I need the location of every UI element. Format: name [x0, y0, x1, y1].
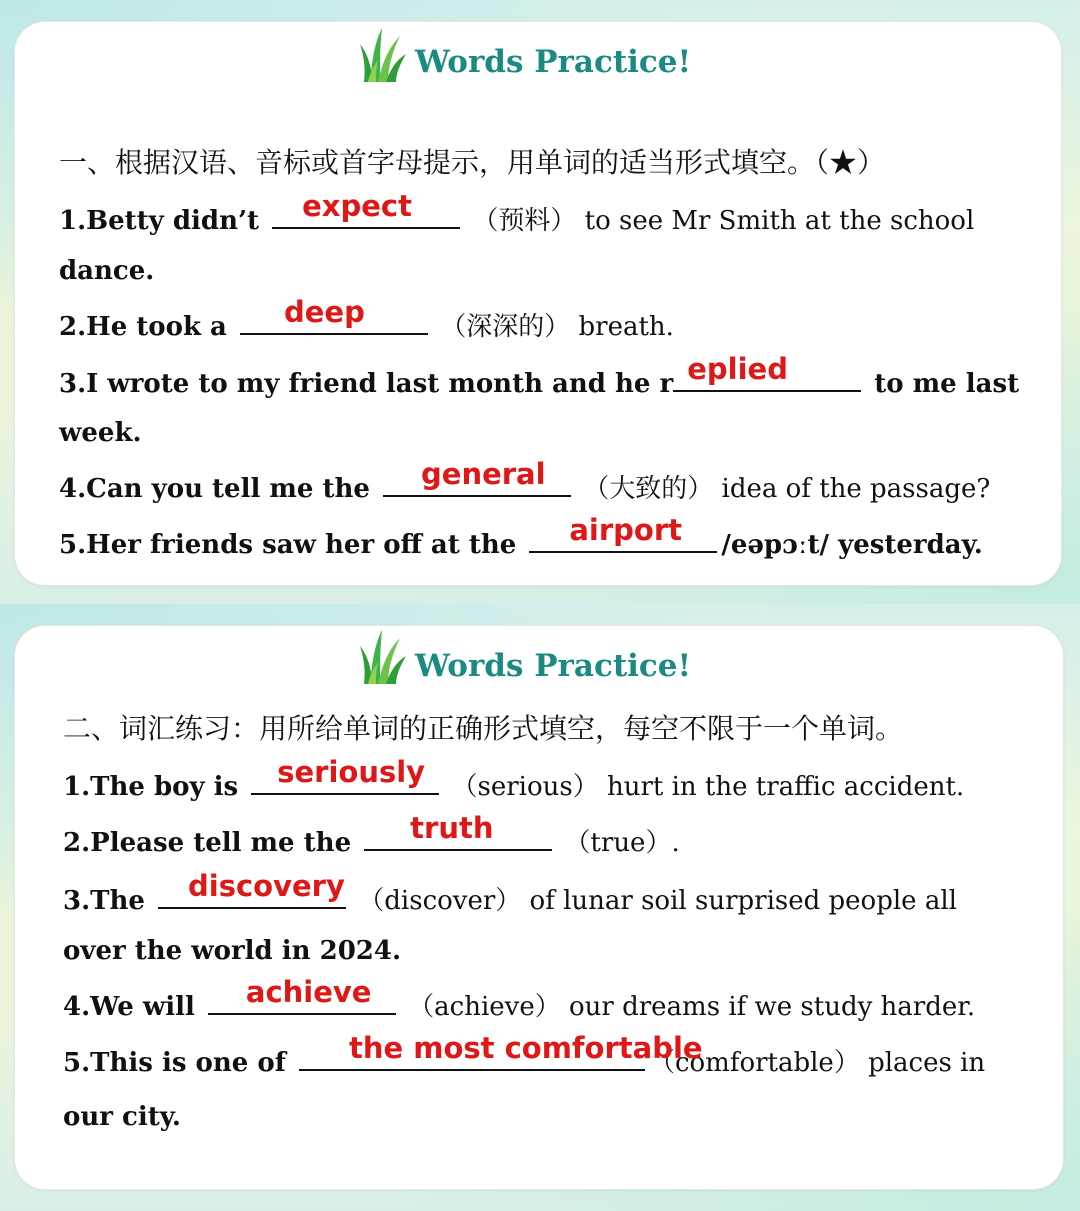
instruction: 一、根据汉语、音标或首字母提示，用单词的适当形式填空。（★） [59, 146, 886, 179]
answer-text: seriously [277, 755, 426, 789]
grass-icon [360, 628, 406, 684]
question-5: 5.This is one of the most comfortable （comfortable） places in [63, 1031, 986, 1078]
slide-2 [0, 604, 1080, 1211]
answer-blank [272, 189, 460, 229]
answer-blank [158, 869, 346, 909]
grass-icon [360, 26, 406, 82]
answer-blank [673, 352, 861, 392]
answer-text: eplied [687, 352, 788, 386]
answer-text: airport [569, 513, 683, 547]
answer-blank [251, 755, 439, 795]
question-2: 2.He took a deep （深深的） breath. [59, 295, 674, 342]
question-5: 5.Her friends saw her off at the airport /eəpɔːt/ yesterday. [59, 513, 983, 560]
question-3: 3.I wrote to my friend last month and he r eplied to me last [59, 352, 1020, 399]
question-2: 2.Please tell me the truth （true）. [63, 811, 680, 858]
slide-card [15, 626, 1063, 1189]
answer-blank [240, 295, 428, 335]
answer-text: the most comfortable [348, 1031, 703, 1065]
question-1: 1.The boy is seriously （serious） hurt in the traffic accident. [63, 755, 965, 802]
slide-title: Words Practice! [415, 44, 692, 80]
question-1: 1.Betty didn’t expect （预料） to see Mr Smith at the school [59, 189, 975, 236]
question-5-continued: our city. [63, 1102, 181, 1132]
answer-text: general [421, 457, 546, 491]
question-4: 4.Can you tell me the general （大致的） idea of the passage? [59, 457, 991, 504]
answer-blank [383, 457, 571, 497]
answer-text: truth [410, 811, 494, 845]
slide-title: Words Practice! [415, 648, 692, 684]
answer-blank [364, 811, 552, 851]
instruction: 二、词汇练习：用所给单词的正确形式填空，每空不限于一个单词。 [63, 712, 904, 745]
slide-1 [0, 0, 1080, 604]
answer-text: discovery [188, 869, 345, 903]
answer-text: deep [283, 295, 365, 329]
slide-card [15, 22, 1061, 585]
answer-text: expect [302, 189, 412, 223]
answer-blank [299, 1031, 703, 1071]
answer-blank [208, 975, 396, 1015]
answer-blank [529, 513, 717, 553]
question-4: 4.We will achieve （achieve） our dreams if we study harder. [63, 975, 976, 1022]
answer-text: achieve [245, 975, 372, 1009]
question-1-continued: dance. [59, 256, 155, 286]
question-3: 3.The discovery （discover） of lunar soil surprised people all [63, 869, 957, 916]
question-3-continued: week. [59, 418, 142, 448]
question-3-continued: over the world in 2024. [63, 936, 402, 966]
